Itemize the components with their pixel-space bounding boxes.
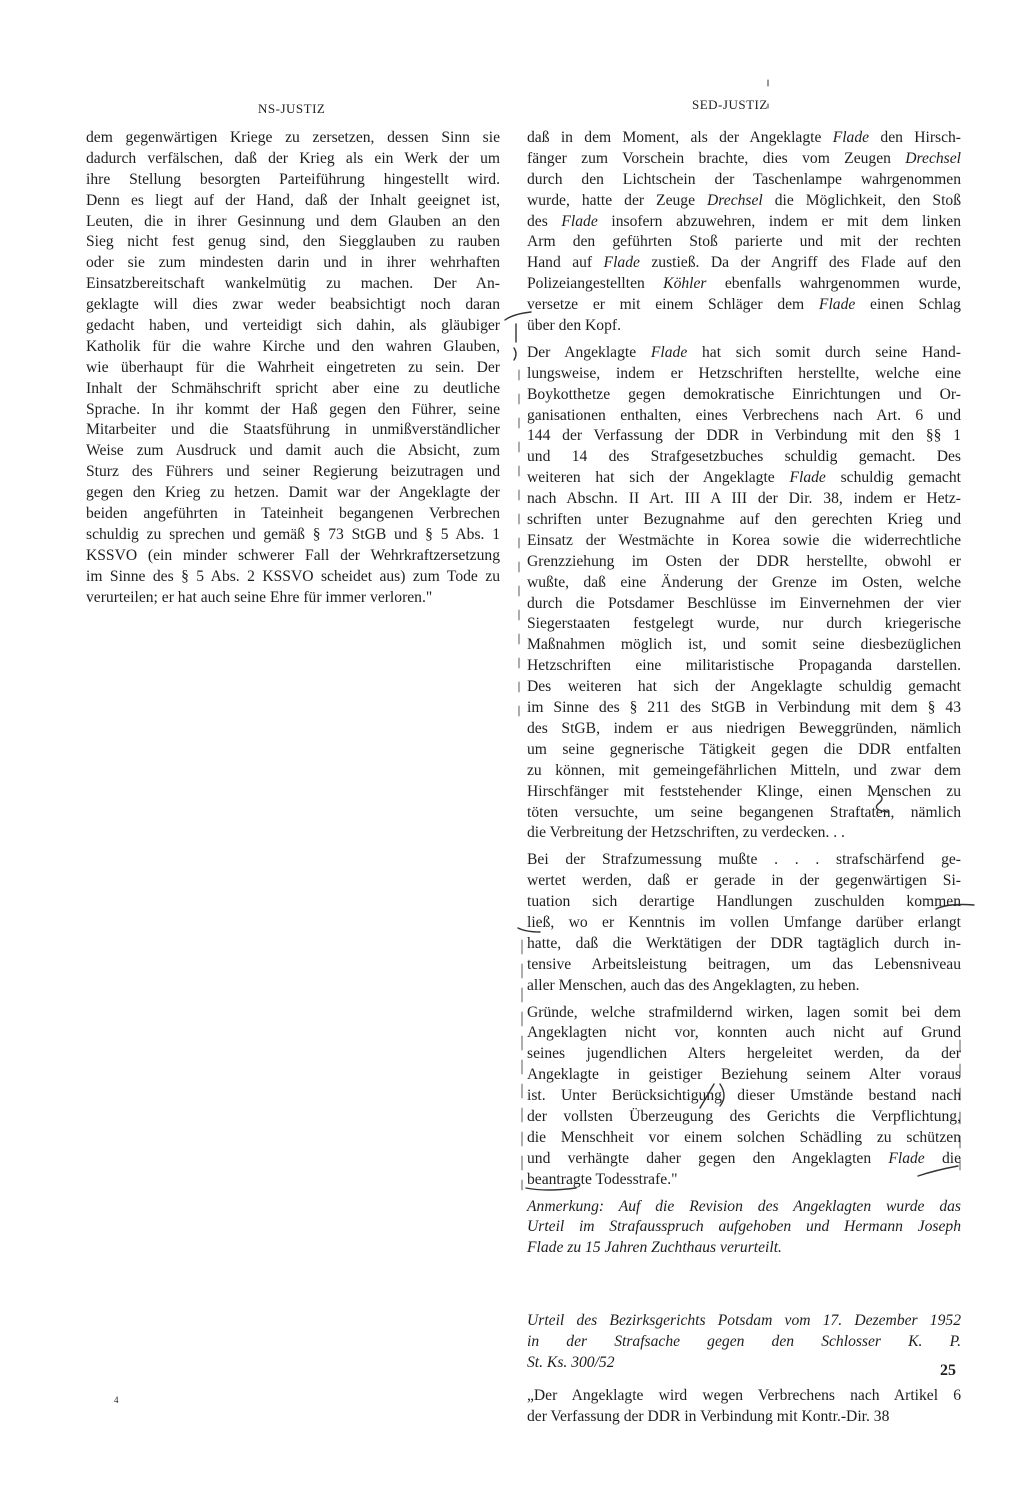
signature-mark: 4 — [114, 1395, 119, 1405]
italic-name: Flade — [650, 343, 688, 361]
right-para2-line: lungsweise, indem er Hetzschriften herstellte, welche eine — [527, 364, 961, 382]
right-para2-line: Siegerstaaten festgelegt wurde, nur durch kriegerische — [527, 615, 961, 633]
verdict-quote-line: der Verfassung der DDR in Verbindung mit Kontr.-Dir. 38 — [527, 1407, 890, 1425]
left-text-line: beiden angeführten in Tateinheit begangenen Verbrechen — [86, 505, 500, 523]
right-para2-line: schriften unter Bezugnahme auf den gerechten Krieg und — [527, 511, 961, 529]
right-para2-line: des StGB, indem er aus niedrigen Beweggründen, nämlich — [527, 719, 961, 737]
right-para2-line: 144 der Verfassung der DDR in Verbindung mit den §§ 1 — [527, 427, 961, 445]
italic-name: Flade — [789, 469, 826, 487]
verdict-quote-line: „Der Angeklagte wird wegen Verbrechens nach Artikel 6 — [527, 1386, 961, 1404]
right-para4-line: seines jugendlichen Alters hergeleitet werden, da der — [527, 1045, 961, 1063]
right-para2-line: Boykotthetze gegen demokratische Einrichtungen und Or- — [527, 385, 961, 403]
right-para4-line: der vollsten Überzeugung des Gerichts die Verpflichtung, — [527, 1107, 961, 1125]
left-text-line: dem gegenwärtigen Kriege zu zersetzen, dessen Sinn sie — [86, 129, 500, 146]
italic-name: Flade — [832, 129, 870, 146]
right-para3-line: hatte, daß die Werktätigen der DDR tagtäglich durch in- — [527, 934, 961, 952]
right-para2-line: Hirschfänger mit feststehender Klinge, einen Menschen zu — [527, 782, 961, 800]
left-text-line: wie überhaupt für die Wahrheit eingetreten zu sein. Der — [86, 358, 500, 376]
left-text-line: Katholik für die wahre Kirche und den wahren Glauben, — [86, 337, 500, 355]
left-text-line: gedacht haben, und verteidigt sich dahin, als gläubiger — [86, 317, 500, 335]
right-para1-line: durch den Lichtschein der Taschenlampe wahrgenommen — [527, 170, 961, 188]
right-para1-line: fänger zum Vorschein brachte, dies vom Zeugen Drechsel — [527, 149, 961, 167]
right-para1-line: Hand auf Flade zustieß. Da der Angriff des Flade auf den — [527, 254, 961, 272]
right-para2-line: weiteren hat sich der Angeklagte Flade schuldig gemacht — [527, 469, 961, 487]
right-column — [527, 128, 961, 1428]
right-para2-line: Einsatz der Westmächte in Korea sowie die widerrechtliche — [527, 531, 961, 549]
right-para3-line: wertet werden, daß er gerade in der gegenwärtigen Si- — [527, 872, 961, 890]
left-text-line: KSSVO (ein minder schwerer Fall der Wehrkraftzersetzung — [86, 546, 500, 564]
right-para2-line: Des weiteren hat sich der Angeklagte schuldig gemacht — [527, 678, 961, 696]
right-para4-line: Angeklagten nicht vor, konnten auch nicht auf Grund — [527, 1024, 961, 1042]
right-running-header: SED-JUSTIZ — [692, 97, 768, 112]
right-para1-line: versetze er mit einem Schläger dem Flade einen Schlag — [527, 296, 961, 314]
annotation-note-line: Anmerkung: Auf die Revision des Angeklagten wurde das — [527, 1197, 961, 1215]
left-text-line: Einsatzbereitschaft wankelmütig zu machen. Der An- — [86, 275, 500, 293]
left-text-line: Sturz des Führers und seiner Regierung beizutragen und — [86, 463, 500, 481]
right-para4-line: ist. Unter Berücksichtigung dieser Umstände bestand nach — [527, 1087, 961, 1105]
right-para4-line: und verhängte daher gegen den Angeklagten Flade die — [527, 1149, 962, 1167]
right-para2-line: nach Abschn. II Art. III A III der Dir. 38, indem er Hetz- — [527, 490, 961, 508]
right-para2-line: und 14 des Strafgesetzbuches schuldig gemacht. Des — [527, 448, 961, 466]
left-text-line: geklagte will dies zwar weder beabsichtigt noch daran — [86, 296, 500, 314]
left-text-line: gegen den Krieg zu hetzen. Damit war der Angeklagte der — [86, 484, 500, 502]
left-text-line: schuldig zu sprechen und gemäß § 73 StGB und § 5 Abs. 1 — [86, 525, 500, 543]
italic-name: Drechsel — [905, 149, 961, 167]
left-text-line: im Sinne des § 5 Abs. 2 KSSVO scheidet aus) zum Tode zu — [86, 567, 500, 585]
right-para3-line: Bei der Strafzumessung mußte . . . strafschärfend ge- — [527, 851, 961, 869]
court-citation-line: in der Strafsache gegen den Schlosser K. P. — [527, 1333, 961, 1351]
italic-name: Drechsel — [707, 191, 763, 209]
right-para2-line: um seine gegnerische Tätigkeit gegen die DDR entfalten — [527, 740, 961, 758]
right-para2-line: die Verbreitung der Hetzschriften, zu verdecken. . . — [527, 824, 845, 842]
left-text-line: ihre Stellung besorgten Parteiführung hingestellt wird. — [86, 170, 500, 188]
court-citation-line: Urteil des Bezirksgerichts Potsdam vom 17. Dezember 1952 — [527, 1312, 961, 1330]
right-para2-line: Grenzziehung im Osten der DDR herstellte, obwohl er — [527, 552, 961, 570]
right-para2-line: ganisationen enthalten, eines Verbrechens nach Art. 6 und — [527, 406, 961, 424]
right-para2-line: Der Angeklagte Flade hat sich somit durch seine Hand- — [527, 343, 961, 361]
left-text-line: Denn es liegt auf der Hand, daß der Inhalt geeignet ist, — [86, 191, 500, 209]
left-text-line: verurteilen; er hat auch seine Ehre für immer verloren." — [86, 588, 433, 606]
right-para4-line: Angeklagte in geistiger Beziehung seinem Alter voraus — [527, 1066, 961, 1084]
italic-name: Köhler — [663, 275, 707, 293]
right-para2-line: Hetzschriften eine militaristische Propaganda darstellen. — [527, 657, 961, 675]
left-text-line: Inhalt der Schmähschrift spricht aber eine zu deutliche — [86, 379, 500, 397]
annotation-note-line: Flade zu 15 Jahren Zuchthaus verurteilt. — [527, 1239, 782, 1257]
annotation-note-line: Urteil im Strafausspruch aufgehoben und Hermann Joseph — [527, 1218, 961, 1236]
left-text-line: dadurch verfälschen, daß der Krieg als ein Werk der um — [86, 149, 500, 167]
page-number: 25 — [940, 1362, 956, 1379]
left-text-line: Leuten, die in ihrer Gesinnung und dem Glauben an den — [86, 212, 500, 230]
italic-name: Flade — [561, 212, 598, 230]
left-text-line: Sieg nicht fest genug sind, den Siegglauben zu rauben — [86, 233, 500, 251]
right-para1-line: daß in dem Moment, als der Angeklagte Flade den Hirsch- — [527, 129, 961, 146]
right-para2-line: Maßnahmen möglich ist, und somit seine diesbezüglichen — [527, 636, 961, 654]
right-para3-line: ließ, wo er Kenntnis im vollen Umfange darüber erlangt — [527, 913, 961, 931]
right-para2-line: im Sinne des § 211 des StGB in Verbindung mit dem § 43 — [527, 699, 961, 717]
right-para3-line: tuation sich derartige Handlungen zuschulden kommen — [527, 893, 961, 911]
left-text-line: Weise zum Ausdruck und damit auch die Absicht, zum — [86, 442, 500, 460]
right-para1-line: wurde, hatte der Zeuge Drechsel die Möglichkeit, den Stoß — [527, 191, 961, 209]
court-citation-line: St. Ks. 300/52 — [527, 1353, 615, 1371]
italic-name: Flade — [888, 1149, 925, 1167]
left-text-line: Mitarbeiter und die Staatsführung in unmißverständlicher — [86, 421, 500, 439]
right-para2-line: wußte, daß eine Änderung der Grenze im Osten, welche — [527, 573, 961, 591]
right-para1-line: Polizeiangestellten Köhler ebenfalls wahrgenommen wurde, — [527, 275, 961, 293]
italic-name: Flade — [818, 296, 856, 314]
right-para1-line: über den Kopf. — [527, 317, 621, 335]
right-para4-line: die Menschheit vor einem solchen Schädling zu schützen — [527, 1128, 961, 1146]
right-para2-line: durch die Potsdamer Beschlüsse im Einvernehmen der vier — [527, 594, 961, 612]
left-text-line: Sprache. In ihr kommt der Haß gegen den Führer, seine — [86, 400, 500, 418]
right-para3-line: aller Menschen, auch das des Angeklagten, zu heben. — [527, 976, 860, 994]
left-column — [86, 128, 500, 608]
right-para1-line: des Flade insofern abzuwehren, indem er mit dem linken — [527, 212, 961, 230]
right-para2-line: töten versuchte, um seine begangenen Straftaten, nämlich — [527, 803, 961, 821]
right-para1-line: Arm den geführten Stoß parierte und mit der rechten — [527, 233, 961, 251]
left-running-header: NS-JUSTIZ — [258, 101, 326, 116]
right-para4-line: beantragte Todesstrafe." — [527, 1170, 678, 1188]
right-para3-line: tensive Arbeitsleistung beitragen, um das Lebensniveau — [527, 955, 961, 973]
left-text-line: oder sie zum mindesten darin und in ihrer wehrhaften — [86, 254, 500, 272]
right-para4-line: Gründe, welche strafmildernd wirken, lagen somit bei dem — [527, 1003, 961, 1021]
right-para2-line: zu können, mit gemeingefährlichen Mitteln, und zwar dem — [527, 761, 961, 779]
italic-name: Flade — [603, 254, 640, 272]
